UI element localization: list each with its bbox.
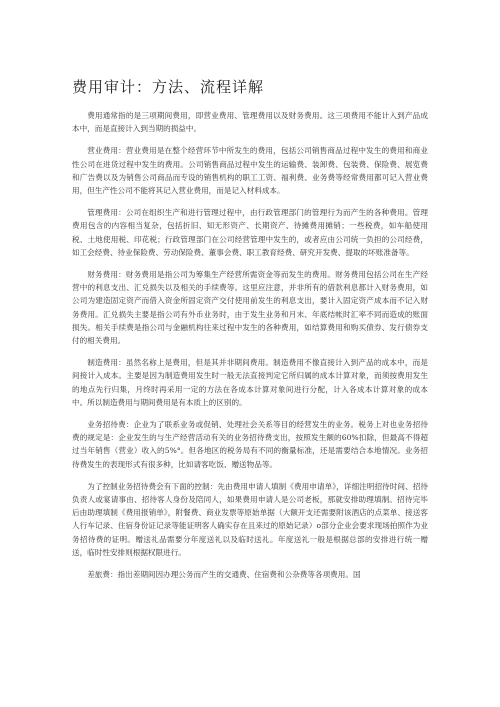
paragraph-management-expenses: 管理费用：公司在组织生产和进行管理过程中，由行政管理部门的管理行为而产生的各种费用。管理费用包含的内容相当复杂，包括折旧、知无形资产、长期资产、待摊费用摊销；一些税费，如车船使用税、土地使用税、印花税；行政管理部门在公司经营管理中发生的，或者应由公司统一负担的公司经费，如工会经费、待业保险费、劳动保险费、董事会费、职工教育经费、研究开发费、提取的坏账准备等。 (72, 208, 428, 257)
document-body (72, 109, 428, 581)
document-title: 费用审计：方法、流程详解 (72, 78, 265, 96)
paragraph-operating-expenses: 营业费用：营业费用是在整个经营环节中所发生的费用，包括公司销售商品过程中发生的费用和商业性公司在进货过程中发生的费用。公司销售商品过程中发生的运输费、装卸费、包装费、保险费、展览费和广告费以及为销售公司商品而专设的销售机构的职工工资、福利费、业务费等经常费用都可记入营业费用，但生产性公司不能将其记入营业费用，而是记入材料成本。 (72, 146, 428, 196)
paragraph-entertainment-controls: 为了控制业务招待费会有下面的控制：先由费用申请人填制《费用申请单》，详细注明招待时间、招待负责人或宴请事由、招待客人身份及陪同人，如果费用申请人是公司老板，那就安排助理填制。招待完毕后由助理填制《费用报销单》，附餐费、商业发票等原始单据（大额开支还需要附该酒店的点菜单、接送客人行车记录、住宿身份证记录等能证明客人确实存在且来过的原始记录）o部分企业会要求现场拍照作为业务招待费的证明。赠送礼品需要分年度送礼以及临时送礼。年度送礼一般是根据总部的安排进行统一赠送，临时性安排则根据权限进行。 (72, 481, 428, 557)
paragraph-travel-expenses: 差旅费：指出差期间因办理公务而产生的交通费、住宿费和公杂费等各项费用。国 (87, 570, 361, 580)
paragraph-entertainment-expenses: 业务招待费：企业为了联系业务或促销、处理社会关系等目的经营发生的业务。税务上对也业务招待费的规定是：企业发生的与生产经营活动有关的业务招待费支出，按照发生额的60%扣除，但最高不得超过当年销售（营业）收入的5%°。但各地区的税务局有不同的衡量标准，还是需要结合本地情况。业务招待费发生的表现形式有很多种，比如请客吃饭、赠送物品等。 (72, 420, 428, 469)
paragraph-financial-expenses: 财务费用：财务费用是指公司为筹集生产经营所需资金等而发生的费用。财务费用包括公司在生产经营中的利息支出、汇兑损失以及相关的手续费等。这里应注意，并非所有的借款利息都计入财务费用，如公司为建造固定资产而借入资金所固定资产交付使用前发生的利息支出，要计入固定资产成本而不记入财务费用。汇兑损失主要是指公司有外币业务时，由于发生业务和月末、年底结帐时汇率不同而造成的账面损失。相关手续费是指公司与金融机构往来过程中发生的各种费用，如结算费用和购买债券、发行债券支付的相关费用。 (72, 270, 428, 346)
paragraph-manufacturing-expenses: 制造费用：虽然名称上是费用，但是其并非期间费用。制造费用不像直接计入到产品的成本中，而是间接计入成本。主要是因为制造费用发生时一般无法直接判定它所归属的成本计算对象，而须按费用发生的地点先行归集，月终时再采用一定的方法在各成本计算对象间进行分配，计入各成本计算对象的成本中。所以制造费用与期间费用是有本质上的区别的。 (72, 358, 428, 407)
paragraph-intro: 费用通常指的是三项期间费用，即营业费用、管理费用以及财务费用。这三项费用不能计入到产品成本中，而是直接计入到当期的损益中。 (72, 111, 428, 134)
